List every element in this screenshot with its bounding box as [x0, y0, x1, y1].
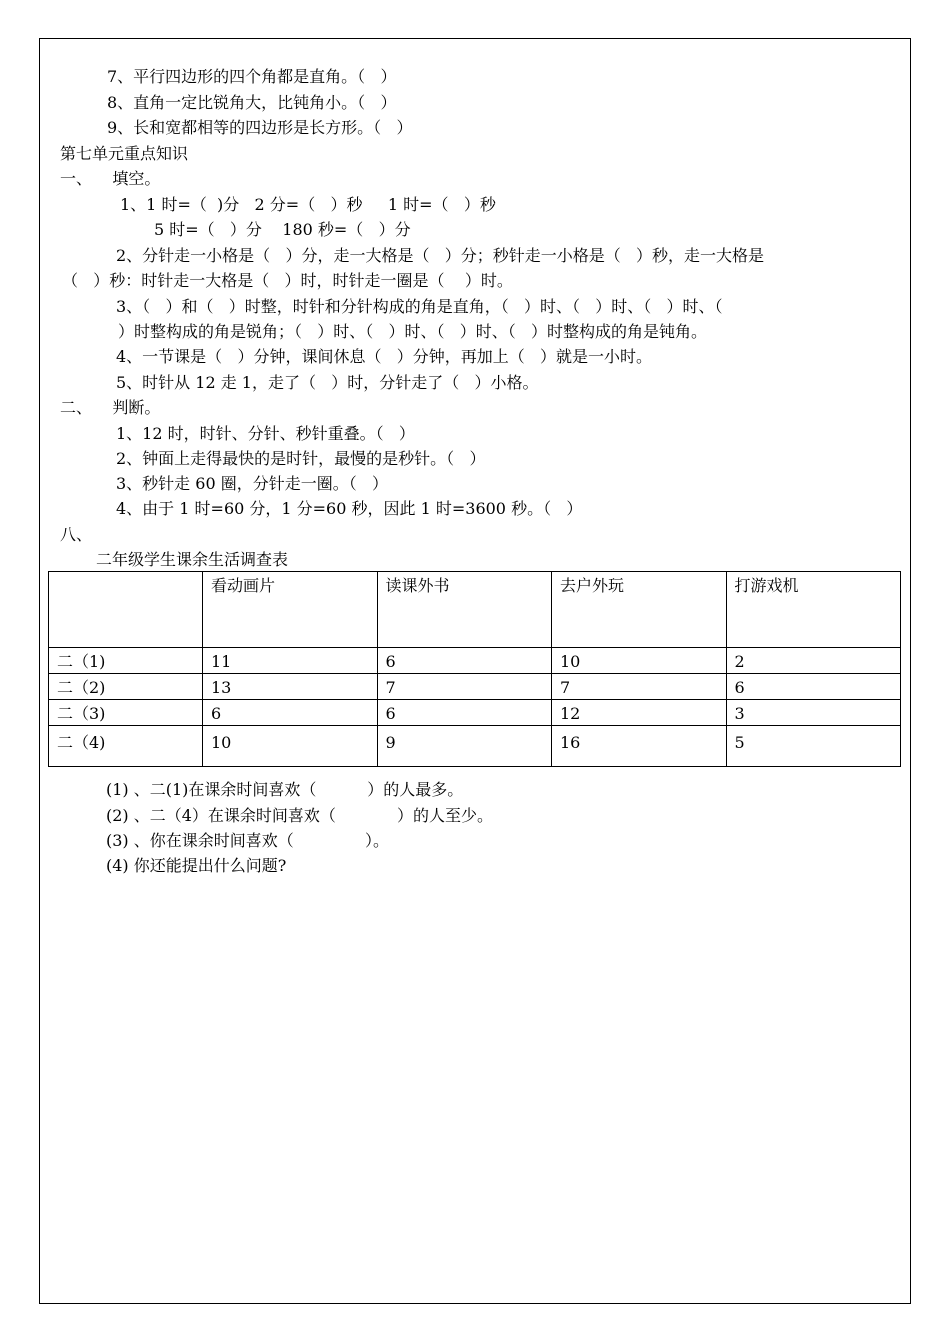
- table-cell: 13: [203, 674, 378, 700]
- fill-q2-line2: （ ）秒：时针走一大格是（ ）时，时针走一圈是（ ）时。: [62, 271, 513, 290]
- table-cell: 10: [203, 726, 378, 767]
- table-cell: 6: [377, 700, 552, 726]
- row-label: 二（1): [49, 648, 203, 674]
- table-cell: 2: [726, 648, 901, 674]
- table-cell: 7: [552, 674, 727, 700]
- fill-q1-line2: 5 时=（ ）分 180 秒=（ ）分: [154, 220, 411, 239]
- row-label: 二（2): [49, 674, 203, 700]
- judge-q1: 1、12 时，时针、分针、秒针重叠。（ ）: [116, 424, 415, 443]
- fill-q1-line1: 1、1 时=（ )分 2 分=（ ）秒 1 时=（ ）秒: [120, 195, 496, 214]
- table-cell: 6: [377, 648, 552, 674]
- survey-q1: (1) 、二(1)在课余时间喜欢（ ）的人最多。: [106, 780, 464, 799]
- table-cell: 7: [377, 674, 552, 700]
- table-cell: 12: [552, 700, 727, 726]
- survey-q4: (4) 你还能提出什么问题?: [106, 856, 287, 875]
- table-row: [49, 648, 901, 674]
- fill-q5: 5、时针从 12 走 1，走了（ ）时，分针走了（ ）小格。: [116, 373, 539, 392]
- fill-q3-line1: 3、（ ）和（ ）时整，时针和分针构成的角是直角，（ ）时、（ ）时、（ ）时、（: [116, 297, 723, 316]
- section8-label: 八、: [60, 525, 93, 544]
- table-cell: 6: [726, 674, 901, 700]
- fill-q2-line1: 2、分针走一小格是（ ）分，走一大格是（ ）分；秒针走一小格是（ ）秒，走一大格是: [116, 246, 764, 265]
- table-cell: 9: [377, 726, 552, 767]
- judge-q9: 9、长和宽都相等的四边形是长方形。（ ）: [107, 118, 413, 137]
- row-label: 二（4): [49, 726, 203, 767]
- header-cell: 看动画片: [203, 572, 378, 648]
- unit7-title: 第七单元重点知识: [60, 144, 189, 163]
- fill-q3-line2: ）时整构成的角是锐角；（ ）时、（ ）时、（ ）时、（ ）时整构成的角是钝角。: [118, 322, 708, 341]
- judge-q8: 8、直角一定比锐角大，比钝角小。（ ）: [107, 93, 397, 112]
- header-cell: 读课外书: [377, 572, 552, 648]
- fill-q4: 4、一节课是（ ）分钟，课间休息（ ）分钟，再加上（ ）就是一小时。: [116, 347, 652, 366]
- survey-q2: (2) 、二（4）在课余时间喜欢（ ）的人至少。: [106, 806, 493, 825]
- table-cell: 3: [726, 700, 901, 726]
- survey-q3: (3) 、你在课余时间喜欢（ ）。: [106, 831, 389, 850]
- table-cell: 5: [726, 726, 901, 767]
- judge-q4: 4、由于 1 时=60 分，1 分=60 秒，因此 1 时=3600 秒。（ ）: [116, 499, 583, 518]
- judge-heading: 二、 判断。: [60, 398, 161, 417]
- table-cell: 6: [203, 700, 378, 726]
- table-title: 二年级学生课余生活调查表: [96, 550, 289, 569]
- header-cell: 打游戏机: [726, 572, 901, 648]
- header-cell: [49, 572, 203, 648]
- judge-q3: 3、秒针走 60 圈，分针走一圈。（ ）: [116, 474, 388, 493]
- table-row: [49, 700, 901, 726]
- row-label: 二（3): [49, 700, 203, 726]
- table-cell: 10: [552, 648, 727, 674]
- table-row: [49, 674, 901, 700]
- judge-q7: 7、平行四边形的四个角都是直角。（ ）: [107, 67, 397, 86]
- fill-heading: 一、 填空。: [60, 169, 161, 188]
- table-cell: 11: [203, 648, 378, 674]
- header-cell: 去户外玩: [552, 572, 727, 648]
- judge-q2: 2、钟面上走得最快的是时针，最慢的是秒针。（ ）: [116, 449, 486, 468]
- table-header-row: [49, 572, 901, 648]
- survey-table: [48, 571, 901, 767]
- table-row: [49, 726, 901, 767]
- table-cell: 16: [552, 726, 727, 767]
